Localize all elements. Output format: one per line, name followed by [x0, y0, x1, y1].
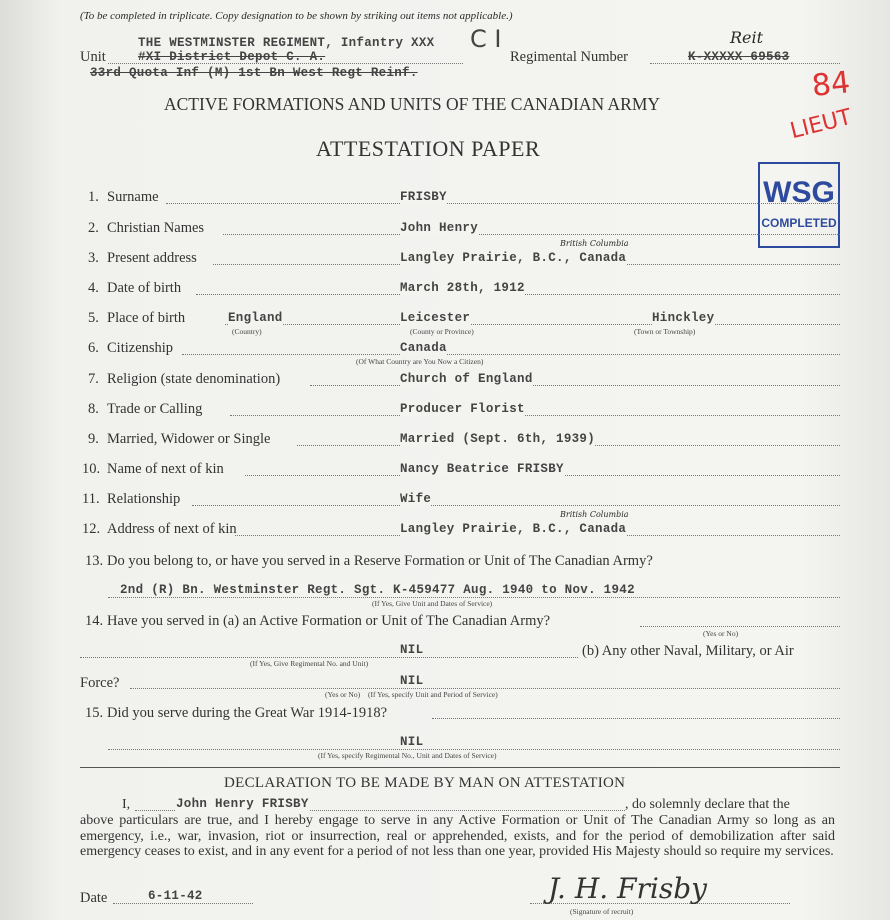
field-sub-town: (Town or Township)	[634, 327, 696, 336]
divider	[80, 767, 840, 768]
field-label: Present address	[107, 250, 197, 266]
field-number: 3.	[88, 250, 99, 266]
unit-line-1: THE WESTMINSTER REGIMENT, Infantry XXX	[138, 36, 435, 50]
field-label: Trade or Calling	[107, 401, 203, 417]
signature-caption: (Signature of recruit)	[570, 907, 634, 916]
declaration-after-name: , do solemnly declare that the	[625, 797, 790, 812]
field-label: Date of birth	[107, 280, 182, 296]
q15-value: NIL	[400, 735, 424, 749]
q14-sub-b2: (If Yes, specify Unit and Period of Service)	[368, 690, 498, 699]
declaration-i: I,	[122, 797, 131, 812]
completed-stamp	[758, 162, 840, 248]
page-title: ATTESTATION PAPER	[316, 136, 541, 161]
field-number: 10.	[82, 461, 101, 477]
stamp-wsg: WSG	[763, 176, 835, 209]
field-annotation: British Columbia	[560, 510, 629, 519]
field-number: 11.	[82, 491, 100, 507]
field-label: Place of birth	[107, 310, 186, 326]
heading: ACTIVE FORMATIONS AND UNITS OF THE CANADIAN ARMY	[164, 94, 661, 114]
unit-line-3: 33rd Quota Inf (M) 1st Bn West Regt Reinf.	[90, 66, 418, 80]
field-sub: (Of What Country are You Now a Citizen)	[356, 357, 484, 366]
handwritten-ci: C I	[470, 25, 502, 53]
q13-sub: (If Yes, Give Unit and Dates of Service)	[372, 599, 493, 608]
date-value: 6-11-42	[148, 889, 203, 903]
q14-label: Have you served in (a) an Active Formation or Unit of The Canadian Army?	[107, 613, 551, 629]
q14-value-b: NIL	[400, 674, 424, 688]
field-number: 4.	[88, 280, 99, 296]
signature: J. H. Frisby	[548, 872, 707, 905]
field-label: Surname	[107, 189, 159, 205]
q14-number: 14.	[85, 613, 104, 629]
declaration-name: John Henry FRISBY	[176, 797, 309, 811]
field-value[interactable]: Wife	[400, 492, 432, 506]
field-value[interactable]: Langley Prairie, B.C., Canada	[400, 251, 627, 265]
field-label: Address of next of kin	[107, 521, 237, 537]
stamp-completed: COMPLETED	[761, 216, 837, 230]
declaration-body: above particulars are true, and I hereby engage to serve in any Active Formation or Unit of The Canadian Army so long as an emergency, i.e., war, invasion, riot or insurrection, real or apprehended, exists, and for the period of demobilization after said emergency ceases to exist, and in any event for a period of not less than one year, provided His Majesty should so require my services.	[80, 813, 835, 859]
q14-sub-yesno: (Yes or No)	[703, 629, 739, 638]
regimental-number-label: Regimental Number	[510, 49, 628, 65]
field-value-town[interactable]: Hinckley	[652, 311, 715, 325]
field-value-county[interactable]: Leicester	[400, 311, 471, 325]
q14-sub-a: (If Yes, Give Regimental No. and Unit)	[250, 659, 369, 668]
field-value[interactable]: Married (Sept. 6th, 1939)	[400, 432, 596, 446]
q14-sub-b1: (Yes or No)	[325, 690, 361, 699]
field-number: 8.	[88, 401, 99, 417]
field-value-country[interactable]: England	[228, 311, 283, 325]
declaration-title: DECLARATION TO BE MADE BY MAN ON ATTESTATION	[224, 775, 626, 791]
field-value[interactable]: Church of England	[400, 372, 533, 386]
unit-line-2: #XI District Depot C. A.	[138, 50, 326, 64]
field-annotation: British Columbia	[560, 239, 629, 248]
field-number: 5.	[88, 310, 99, 326]
field-label: Relationship	[107, 491, 181, 507]
field-value[interactable]: Nancy Beatrice FRISBY	[400, 462, 564, 476]
field-label: Citizenship	[107, 340, 174, 356]
field-label: Christian Names	[107, 220, 205, 236]
field-label: Religion (state denomination)	[107, 371, 281, 387]
regimental-number: K-XXXXX 69563	[688, 50, 790, 64]
field-number: 6.	[88, 340, 99, 356]
q14-label-b: (b) Any other Naval, Military, or Air	[582, 643, 794, 659]
q15-sub: (If Yes, specify Regimental No., Unit and Dates of Service)	[318, 751, 497, 760]
field-number: 2.	[88, 220, 99, 236]
field-value[interactable]: Canada	[400, 341, 447, 355]
field-number: 9.	[88, 431, 99, 447]
field-number: 12.	[82, 521, 101, 537]
q14-value-a: NIL	[400, 643, 424, 657]
field-number: 7.	[88, 371, 99, 387]
field-label: Name of next of kin	[107, 461, 224, 477]
field-label: Married, Widower or Single	[107, 431, 271, 447]
field-number: 1.	[88, 189, 99, 205]
date-label: Date	[80, 890, 108, 906]
q13-label: Do you belong to, or have you served in a Reserve Formation or Unit of The Canadian Army?	[107, 553, 653, 569]
field-value[interactable]: March 28th, 1912	[400, 281, 525, 295]
q15-label: Did you serve during the Great War 1914-1918?	[107, 705, 388, 721]
q13-value: 2nd (R) Bn. Westminster Regt. Sgt. K-459477 Aug. 1940 to Nov. 1942	[120, 583, 635, 597]
field-value[interactable]: Langley Prairie, B.C., Canada	[400, 522, 627, 536]
red-note-number: 84	[810, 65, 852, 104]
unit-label: Unit	[80, 49, 106, 65]
q14-label-force: Force?	[80, 675, 120, 691]
field-value[interactable]: FRISBY	[400, 190, 447, 204]
q15-number: 15.	[85, 705, 104, 721]
field-sub-county: (County or Province)	[410, 327, 474, 336]
instruction-text: (To be completed in triplicate. Copy designation to be shown by striking out items not applicable.)	[80, 10, 513, 22]
field-value[interactable]: Producer Florist	[400, 402, 525, 416]
handwritten-reinf: Reit	[730, 28, 764, 47]
field-value[interactable]: John Henry	[400, 221, 479, 235]
field-sub-country: (Country)	[232, 327, 262, 336]
q13-number: 13.	[85, 553, 104, 569]
red-note-text: LIEUT	[787, 104, 855, 145]
